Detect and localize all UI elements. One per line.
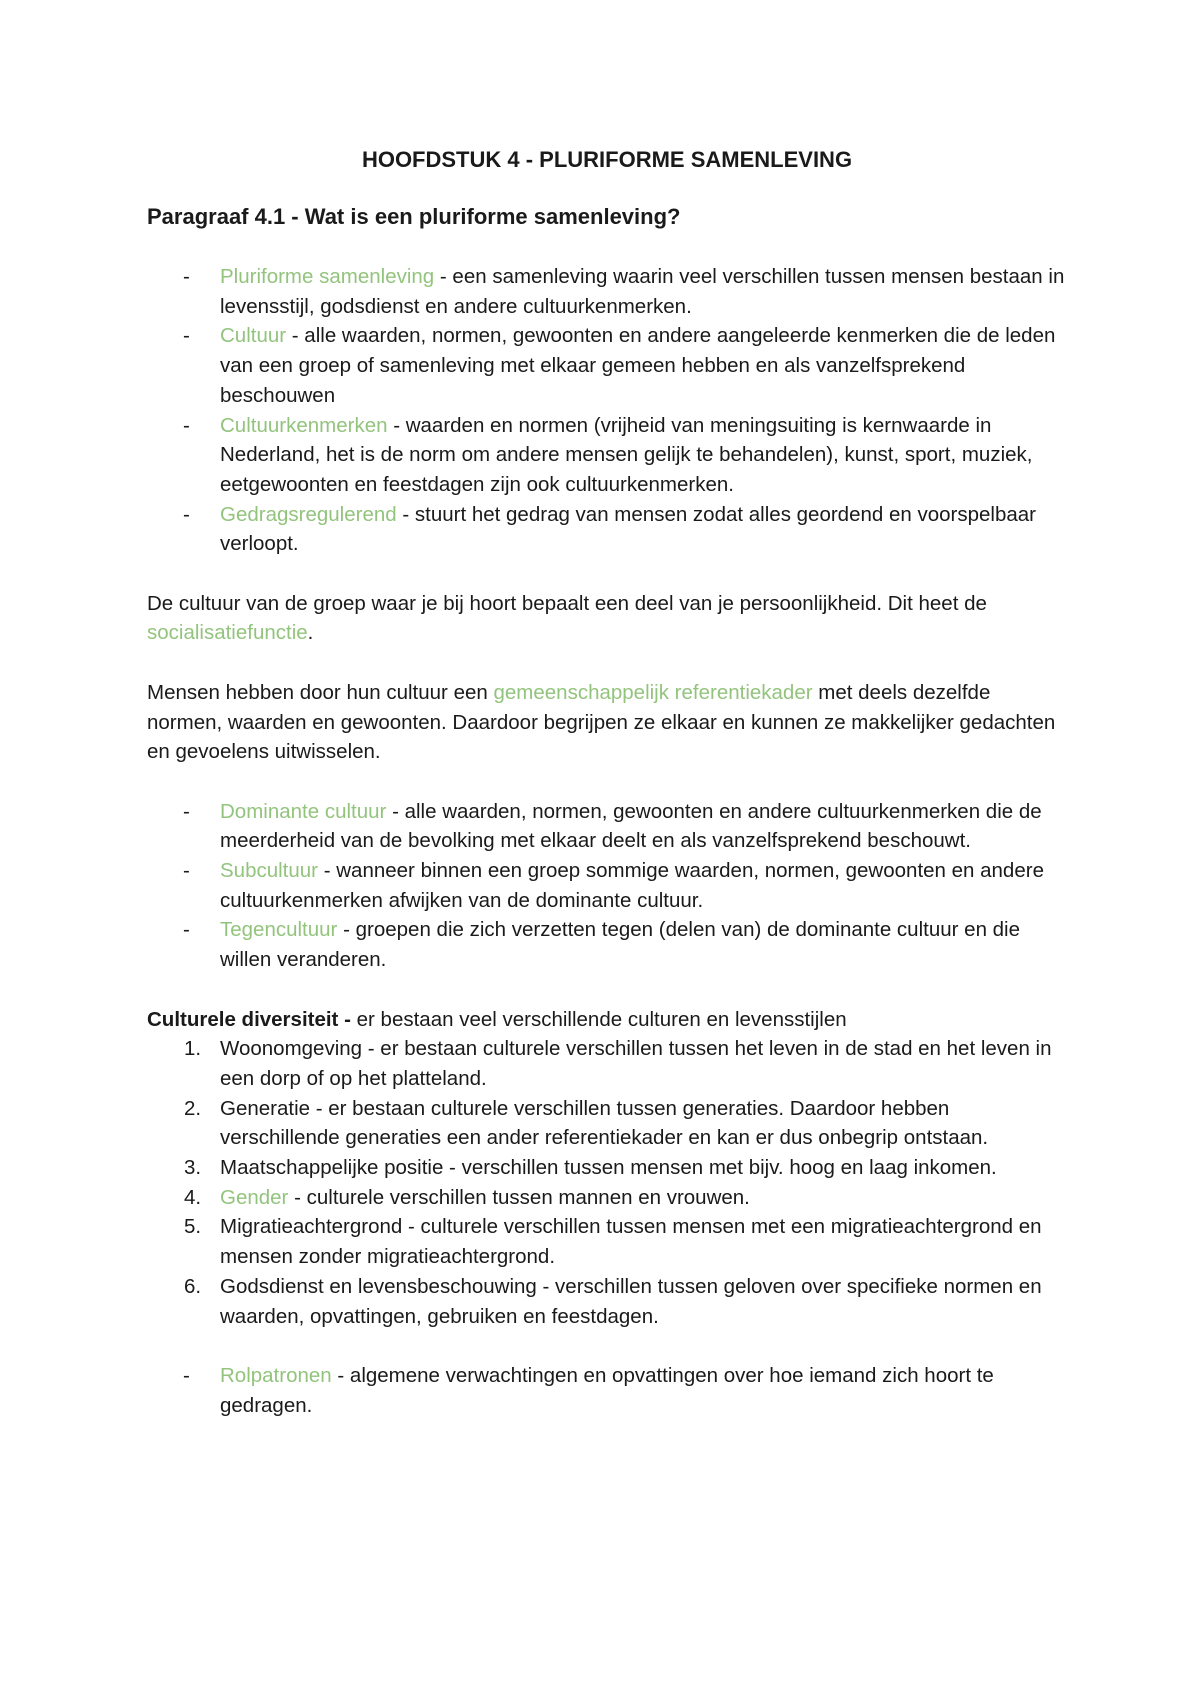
definitions-list-3 bbox=[147, 1361, 1067, 1420]
dash-bullet: - bbox=[183, 859, 190, 883]
definition-term: Subcultuur bbox=[220, 859, 319, 883]
definition-term: Pluriforme samenleving bbox=[220, 265, 435, 288]
definitions-list-1 bbox=[147, 262, 1067, 559]
diversity-list bbox=[147, 1034, 1067, 1331]
item-number: 2. bbox=[184, 1096, 202, 1120]
item-number: 5. bbox=[184, 1215, 202, 1239]
dash-bullet: - bbox=[183, 324, 190, 348]
definition-term: Rolpatronen bbox=[220, 1363, 332, 1387]
dash-bullet: - bbox=[183, 413, 190, 437]
definition-item bbox=[147, 321, 1067, 410]
dash-bullet: - bbox=[183, 918, 190, 942]
definition-item bbox=[147, 797, 1067, 856]
definition-item bbox=[147, 411, 1067, 500]
definition-text: - waarden en normen (vrijheid van meningsuiting is kernwaarde in Nederland, het is de norm om andere mensen gelijk te behandelen), kunst, sport, muziek, eetgewoonten en feestdagen zijn ook cultuurkenmerken. bbox=[220, 413, 1033, 496]
definition-term: Cultuur bbox=[220, 324, 287, 348]
dash-bullet: - bbox=[183, 502, 190, 526]
diversity-item: 6. Godsdienst en levensbeschouwing - verschillen tussen geloven over specifieke normen en waarden, opvattingen, gebruiken en feestdagen. bbox=[147, 1272, 1067, 1331]
definition-item bbox=[147, 1361, 1067, 1420]
diversity-item: 2. Generatie - er bestaan culturele verschillen tussen generaties. Daardoor hebben verschillende generaties een ander referentiekader en kan er dus onbegrip ontstaan. bbox=[147, 1094, 1067, 1153]
term-socialisatiefunctie: socialisatiefunctie bbox=[147, 621, 308, 645]
definition-text: - wanneer binnen een groep sommige waarden, normen, gewoonten en andere cultuurkenmerken afwijken van de dominante cultuur. bbox=[220, 859, 1044, 912]
definition-term: Gedragsregulerend bbox=[220, 502, 397, 526]
definition-text: - een samenleving waarin veel verschillen tussen mensen bestaan in levensstijl, godsdienst en andere cultuurkenmerken. bbox=[220, 265, 1065, 318]
diversity-item: 3. Maatschappelijke positie - verschillen tussen mensen met bijv. hoog en laag inkomen. bbox=[147, 1153, 1067, 1183]
definition-item bbox=[147, 262, 1067, 321]
item-number: 1. bbox=[184, 1037, 202, 1061]
definition-item bbox=[147, 915, 1067, 974]
document-content bbox=[147, 142, 1067, 1420]
definition-text: - alle waarden, normen, gewoonten en andere aangeleerde kenmerken die de leden van een groep of samenleving met elkaar gemeen hebben en als vanzelfsprekend beschouwen bbox=[220, 324, 1056, 407]
dash-bullet: - bbox=[183, 265, 190, 288]
definition-term: Tegencultuur bbox=[220, 918, 338, 942]
definition-text: - algemene verwachtingen en opvattingen over hoe iemand zich hoort te gedragen. bbox=[220, 1363, 994, 1417]
definition-term: Dominante cultuur bbox=[220, 799, 387, 823]
diversity-text: er bestaan veel verschillende culturen en levensstijlen bbox=[350, 1007, 847, 1031]
definitions-list-2 bbox=[147, 797, 1067, 975]
definition-text: - groepen die zich verzetten tegen (delen van) de dominante cultuur en die willen veranderen. bbox=[220, 918, 1021, 972]
diversity-heading: Culturele diversiteit - bbox=[147, 1007, 351, 1031]
definition-term: Cultuurkenmerken bbox=[220, 413, 388, 437]
item-number: 4. bbox=[184, 1185, 202, 1209]
item-number: 3. bbox=[184, 1156, 202, 1180]
diversity-heading-line bbox=[147, 1005, 1067, 1035]
definition-text: - alle waarden, normen, gewoonten en andere cultuurkenmerken die de meerderheid van de bevolking met elkaar deelt en als vanzelfsprekend beschouwt. bbox=[220, 799, 1042, 853]
dash-bullet: - bbox=[183, 799, 190, 823]
term-referentiekader: gemeenschappelijk referentiekader bbox=[493, 680, 813, 704]
definition-item bbox=[147, 856, 1067, 915]
diversity-item: 5. Migratieachtergrond - culturele verschillen tussen mensen met een migratieachtergrond en mensen zonder migratieachtergrond. bbox=[147, 1212, 1067, 1271]
diversity-item: 4. Gender - culturele verschillen tussen mannen en vrouwen. bbox=[147, 1183, 1067, 1213]
chapter-title: HOOFDSTUK 4 - PLURIFORME SAMENLEVING bbox=[361, 147, 853, 172]
paragraph-referentiekader: Mensen hebben door hun cultuur een gemeenschappelijk referentiekader met deels dezelfde normen, waarden en gewoonten. Daardoor begrijpen ze elkaar en kunnen ze makkelijker gedachten en gevoelens uitwisselen. bbox=[147, 680, 1056, 764]
definition-text: - stuurt het gedrag van mensen zodat alles geordend en voorspelbaar verloopt. bbox=[220, 502, 1036, 556]
dash-bullet: - bbox=[183, 1363, 190, 1387]
section-heading: Paragraaf 4.1 - Wat is een pluriforme samenleving? bbox=[147, 204, 681, 229]
paragraph-socialisation: De cultuur van de groep waar je bij hoort bepaalt een deel van je persoonlijkheid. Dit heet de socialisatiefunctie. bbox=[147, 591, 987, 645]
item-number: 6. bbox=[184, 1274, 202, 1298]
definition-item bbox=[147, 500, 1067, 559]
diversity-item: 1. Woonomgeving - er bestaan culturele verschillen tussen het leven in de stad en het leven in een dorp of op het platteland. bbox=[147, 1034, 1067, 1093]
